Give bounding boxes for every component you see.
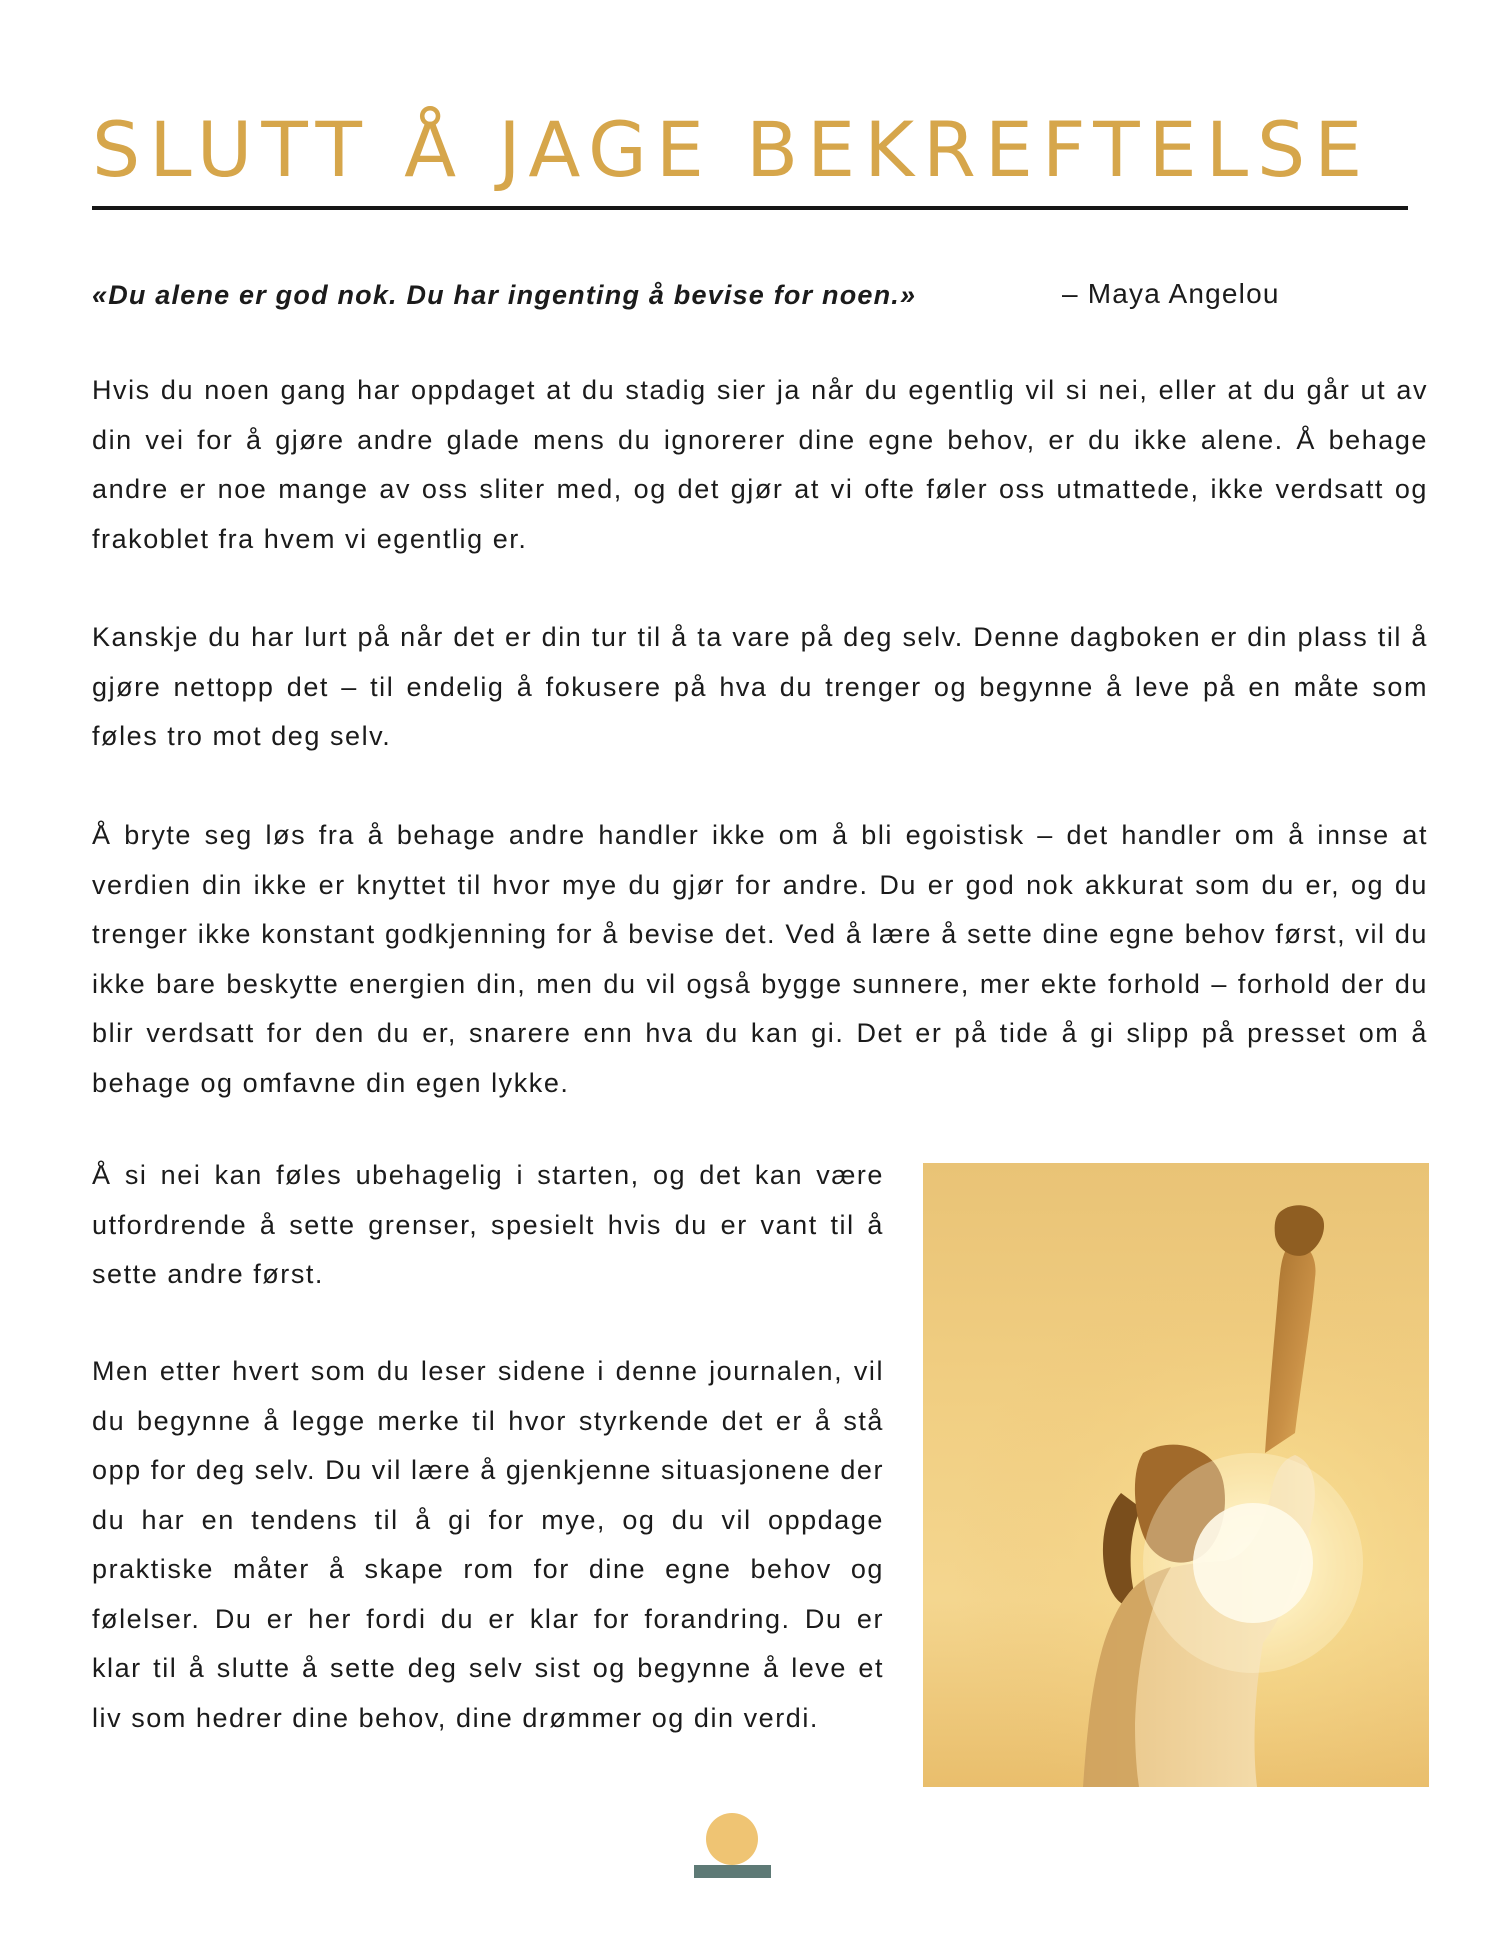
footer-horizon-icon [694, 1865, 771, 1878]
paragraph-intro: Hvis du noen gang har oppdaget at du stadig sier ja når du egentlig vil si nei, eller at du går ut av din vei for å gjøre andre glade mens du ignorerer dine egne behov, er du ikke alene. Å behage andre er noe mange av oss sliter med, og det gjør at vi ofte føler oss utmattede, ikke verdsatt og frakoblet fra hvem vi egentlig er. [92, 375, 1428, 554]
quote-block [92, 276, 1432, 316]
paragraph-saying-no: Å si nei kan føles ubehagelig i starten, og det kan være utfordrende å sette grenser, spesielt hvis du er vant til å sette andre først. [92, 1160, 884, 1289]
title-divider [92, 206, 1408, 210]
page-title: SLUTT Å JAGE BEKREFTELSE [92, 105, 1372, 194]
paragraph-self-care: Kanskje du har lurt på når det er din tur til å ta vare på deg selv. Denne dagboken er din plass til å gjøre nettopp det – til endelig å fokusere på hva du trenger og begynne å leve på en måte som føles tro mot deg selv. [92, 622, 1428, 751]
paragraph-breaking-free: Å bryte seg løs fra å behage andre handler ikke om å bli egoistisk – det handler om å innse at verdien din ikke er knyttet til hvor mye du gjør for andre. Du er god nok akkurat som du er, og du trenger ikke konstant godkjenning for å bevise det. Ved å lære å sette dine egne behov først, vil du ikke bare beskytte energien din, men du vil også bygge sunnere, mer ekte forhold – forhold der du blir verdsatt for den du er, snarere enn hva du kan gi. Det er på tide å gi slipp på presset om å behage og omfavne din egen lykke. [92, 820, 1428, 1098]
woman-raised-fist-sunlight-photo [923, 1163, 1429, 1787]
footer-sun-icon [706, 1813, 758, 1865]
quote-author: – Maya Angelou [1062, 278, 1280, 309]
paragraph-journal-purpose: Men etter hvert som du leser sidene i denne journalen, vil du begynne å legge merke til hvor styrkende det er å stå opp for deg selv. Du vil lære å gjenkjenne situasjonene der du har en tendens til å gi for mye, og du vil oppdage praktiske måter å skape rom for dine egne behov og følelser. Du er her fordi du er klar for forandring. Du er klar til å slutte å sette deg selv sist og begynne å leve et liv som hedrer dine behov, dine drømmer og din verdi. [92, 1356, 884, 1733]
quote-text: «Du alene er god nok. Du har ingenting å bevise for noen.» [92, 280, 917, 310]
